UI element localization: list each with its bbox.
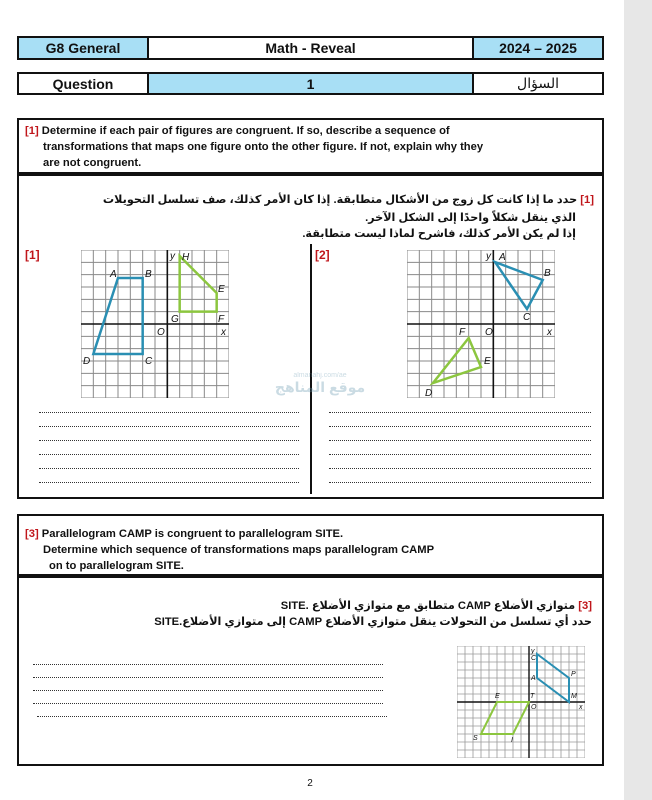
- g3-label-m: M: [571, 693, 577, 700]
- graph-3: [457, 646, 585, 758]
- g2-label-y: y: [486, 251, 491, 262]
- g1-label-d: D: [83, 356, 91, 367]
- q1-ar-line-1: [34, 192, 594, 208]
- q1-text-1: Determine if each pair of figures are congruent. If so, describe a sequence of: [41, 125, 450, 137]
- q1-line-1: [25, 123, 602, 139]
- part2-label: [2]: [315, 248, 330, 262]
- g2-label-c: C: [523, 312, 531, 323]
- g3-label-t: T: [530, 693, 535, 700]
- watermark: [265, 372, 375, 396]
- grade-cell: G8 General: [19, 38, 149, 58]
- g3-label-x: x: [579, 704, 583, 711]
- g1-label-g: G: [171, 314, 179, 325]
- graph-1: [81, 250, 229, 398]
- g3-label-i: I: [511, 737, 513, 744]
- g1-label-e: E: [218, 284, 225, 295]
- g2-label-f: F: [459, 327, 466, 338]
- q1-line-2: transformations that maps one figure onto the other figure. If not, explain why they: [43, 141, 484, 153]
- subject-cell: Math - Reveal: [149, 38, 474, 58]
- q3-ar-text-1: متوازي الأضلاع CAMP متطابق مع متوازي الأضلاع .SITE: [280, 600, 576, 612]
- page-number: 2: [307, 778, 313, 789]
- q1-ar-line-3: إذا لم يكن الأمر كذلك، فاشرح لماذا ليست متطابقة.: [302, 228, 576, 240]
- part1-label: [1]: [25, 248, 40, 262]
- q3-ar-line-2: حدد أي تسلسل من التحولات ينقل متوازي الأضلاع CAMP إلى متوازي الأضلاع.SITE: [154, 616, 592, 628]
- g3-label-o: O: [531, 704, 537, 711]
- header-question-row: [17, 72, 604, 95]
- viewer-side-panel: [624, 0, 652, 800]
- g3-label-c: C: [531, 655, 537, 662]
- g3-label-y: y: [531, 648, 535, 655]
- watermark-logo: موقع المناهج: [274, 379, 366, 395]
- g3-label-p: P: [571, 671, 576, 678]
- g1-label-f: F: [218, 314, 225, 325]
- q3-number: [3]: [25, 528, 39, 540]
- g1-label-o: O: [157, 327, 165, 338]
- q1-ar-line-2: الذي ينقل شكلاً واحدًا إلى الشكل الآخر.: [365, 212, 576, 224]
- column-divider: [310, 244, 312, 494]
- g1-label-a: A: [110, 269, 117, 280]
- g2-label-d: D: [425, 388, 433, 398]
- g2-label-o: O: [485, 327, 493, 338]
- q3-line-1: [25, 526, 602, 542]
- q3-work-box: [17, 576, 604, 766]
- q3-ar-number: [3]: [578, 600, 592, 612]
- g3-label-e: E: [495, 693, 500, 700]
- question-label-ar-cell: السؤال: [517, 75, 559, 91]
- g1-label-y: y: [170, 251, 175, 262]
- q1-line-3: are not congruent.: [43, 157, 142, 169]
- g2-label-e: E: [484, 356, 491, 367]
- header-title-row: [17, 36, 604, 60]
- g1-label-h: H: [182, 252, 190, 263]
- question-label-cell: Question: [19, 74, 149, 93]
- q3-english-box: [17, 514, 604, 576]
- question-number-cell: 1: [149, 74, 474, 93]
- figure-abc: [495, 262, 543, 309]
- q3-text-1: Parallelogram CAMP is congruent to parallelogram SITE.: [41, 528, 344, 540]
- g2-label-x: x: [547, 327, 552, 338]
- year-cell: 2024 – 2025: [474, 38, 602, 58]
- q1-number: [1]: [25, 125, 39, 137]
- graph-2: [407, 250, 555, 398]
- watermark-url: almanahj.com/ae: [293, 372, 347, 379]
- q1-ar-number: [1]: [580, 194, 594, 206]
- q3-line-3: on to parallelogram SITE.: [49, 560, 184, 572]
- g2-label-a: A: [499, 252, 506, 263]
- q1-ar-text-1: حدد ما إذا كانت كل زوج من الأشكال متطابقة. إذا كان الأمر كذلك، صف تسلسل التحويلات: [102, 194, 578, 206]
- g1-label-b: B: [145, 269, 152, 280]
- q1-work-box: [17, 174, 604, 499]
- q3-line-2: Determine which sequence of transformations maps parallelogram CAMP: [43, 544, 435, 556]
- g2-label-b: B: [544, 268, 551, 279]
- g3-label-a: A: [531, 675, 536, 682]
- q3-ar-line-1: [32, 598, 592, 614]
- q1-english-box: [17, 118, 604, 174]
- figure-efgh: [180, 256, 217, 312]
- g3-label-s: S: [473, 735, 478, 742]
- g1-label-x: x: [221, 327, 226, 338]
- g1-label-c: C: [145, 356, 153, 367]
